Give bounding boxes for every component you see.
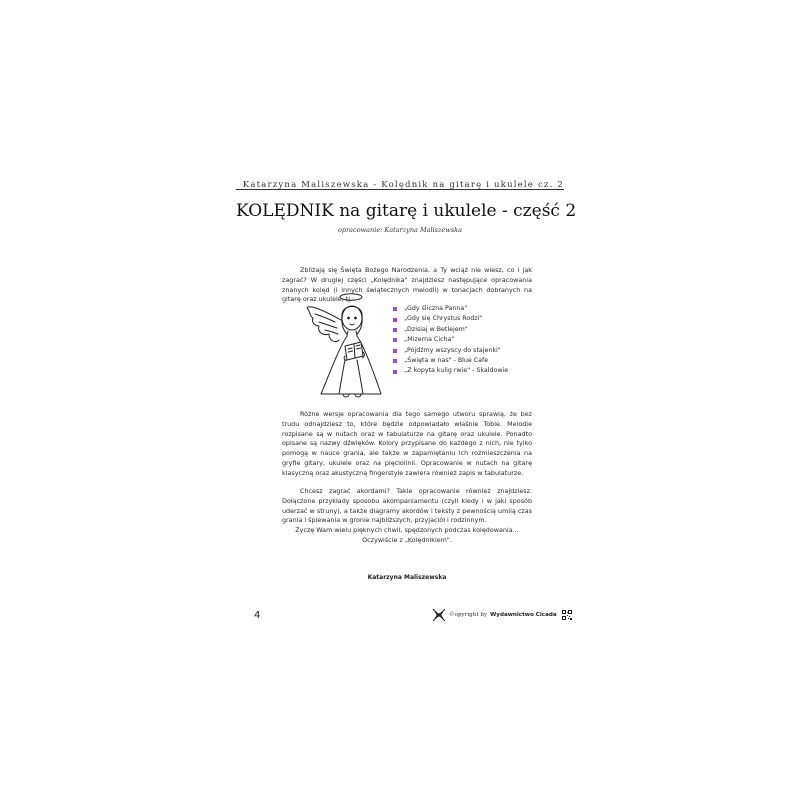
- list-item: [393, 314, 508, 324]
- song-title: „Pójdźmy wszyscy do stajenki": [404, 346, 501, 354]
- song-title: „Święta w nas" - Blue Cafe: [404, 356, 489, 364]
- list-item: [393, 366, 508, 376]
- wishes: [282, 526, 532, 545]
- bullet-marker: [393, 359, 397, 363]
- byline: opracowanie: Katarzyna Maliszewska: [338, 226, 462, 234]
- song-title: „Z kopyta kulig rwie" - Skaldowie: [404, 367, 509, 375]
- copyright-text: ©opyright by: [449, 612, 488, 618]
- chords-paragraph: Chcesz zagrać akordami? Takie opracowanie również znajdziesz. Dołączone przykłady sposobu akompaniamentu (czyli kiedy i w jaki sposób uderzać w struny), a także diagramy akordów i teksty z pewnością umilą czas grania i śpiewania w gronie najbliższych, przyjaciół i rodzinnym.: [282, 487, 532, 525]
- list-item: [393, 346, 508, 356]
- publisher-logo-icon: [432, 608, 446, 622]
- page-title: KOLĘDNIK na gitarę i ukulele - część 2: [236, 201, 577, 221]
- song-title: „Gdy śliczna Panna": [404, 305, 468, 312]
- header-rule: [236, 189, 564, 190]
- variants-paragraph: Różne wersje opracowania dla tego samego utworu sprawią, że bez trudu odnajdziesz to, które będzie odpowiadało właśnie Tobie. Melodie rozpisane są w nutach oraz w tabulaturze na gitarę oraz ukulele. Ponadto opisane są nazwy dźwięków. Kolory przypisane do każdego z nich, nie tylko pomogą w nauce grania, ale także w zapamiętaniu ich rozmieszczenia na gryfie gitary, ukulele oraz na pięciolinii. Opracowanie w nutach na gitarę klasyczną oraz akustyczną fingerstyle zawiera również zapis w tabulaturze.: [282, 410, 532, 477]
- bullet-marker: [393, 328, 397, 332]
- song-list: [393, 304, 508, 377]
- song-title: „Dzisiaj w Betlejem": [404, 325, 468, 333]
- song-title: „Mizerna Cicha": [404, 336, 455, 344]
- bullet-marker: [393, 349, 397, 353]
- signature: Katarzyna Maliszewska: [367, 574, 447, 581]
- wishes-line: Oczywiście z „Kolędnikiem".: [362, 535, 452, 544]
- song-title: „Gdy się Chrystus Rodzi": [404, 315, 483, 323]
- intro-paragraph: Zbliżają się Święta Bożego Narodzenia, a Ty wciąż nie wiesz, co i jak zagrać? W drugiej części „Kolędnika" znajdziesz następujące opracowania znanych kolęd (i innych świątecznych melodii) w tonacjach dobranych na gitarę oraz ukulele, tj.:: [282, 266, 532, 304]
- bullet-marker: [393, 338, 397, 342]
- bullet-marker: [393, 318, 397, 322]
- running-header: Katarzyna Maliszewska - Kolędnik na gitarę i ukulele cz. 2: [242, 180, 564, 190]
- list-item: [393, 304, 508, 314]
- bullet-marker: [393, 307, 397, 311]
- list-item: [393, 356, 508, 366]
- footer: [432, 607, 572, 623]
- angel-illustration: [305, 290, 387, 402]
- publisher-name: Wydawnictwo Cicada: [490, 612, 557, 618]
- list-item: [393, 335, 508, 345]
- qr-code-icon: [562, 610, 572, 620]
- list-item: [393, 325, 508, 335]
- bullet-marker: [393, 370, 397, 374]
- page-number: 4: [254, 610, 261, 621]
- wishes-line: Życzę Wam wielu pięknych chwil, spędzonych podczas kolędowania...: [295, 526, 519, 534]
